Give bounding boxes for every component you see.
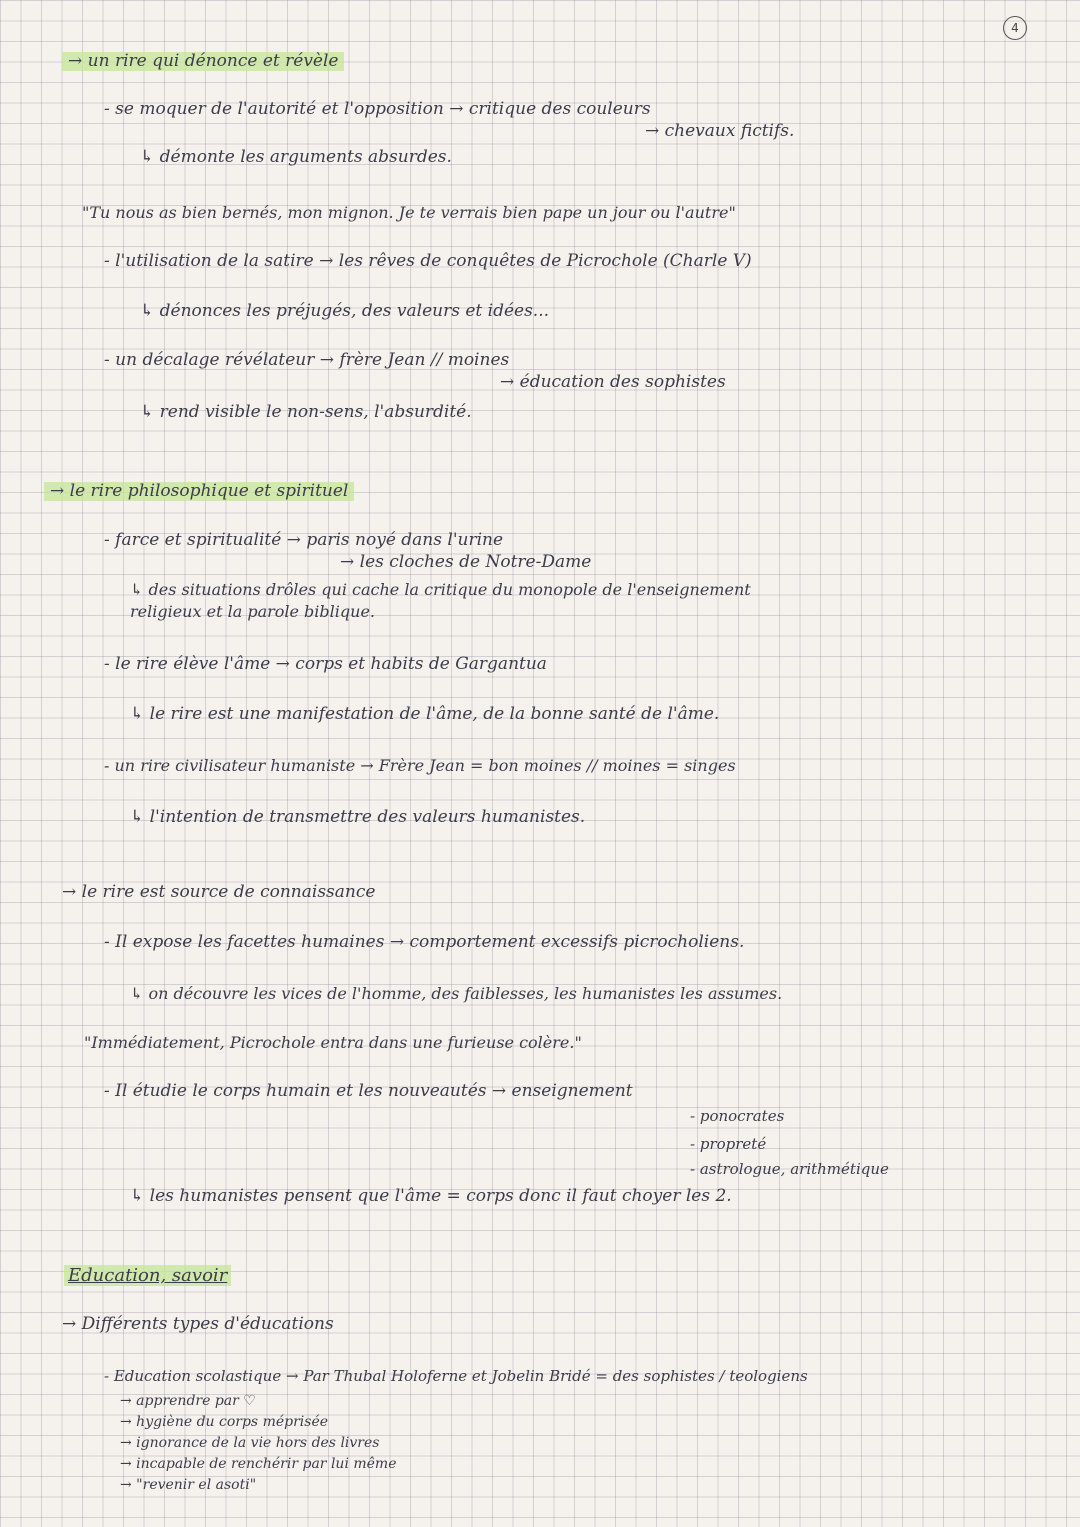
- note-line: ↳ l'intention de transmettre des valeurs humanistes.: [130, 807, 586, 827]
- note-line: ↳ rend visible le non-sens, l'absurdité.: [140, 402, 472, 422]
- note-line: → incapable de renchérir par lui même: [120, 1456, 397, 1472]
- quote-line: "Tu nous as bien bernés, mon mignon. Je te verrais bien pape un jour ou l'autre": [82, 203, 736, 222]
- heading-rire-connaissance: → le rire est source de connaissance: [62, 882, 376, 902]
- note-line: - l'utilisation de la satire → les rêves de conquêtes de Picrochole (Charle V): [104, 251, 752, 271]
- section-title-education: Education, savoir: [64, 1265, 231, 1286]
- note-line: → hygiène du corps méprisée: [120, 1414, 329, 1430]
- note-line: - un décalage révélateur → frère Jean // moines: [104, 350, 510, 370]
- note-line: - un rire civilisateur humaniste → Frère Jean = bon moines // moines = singes: [104, 756, 736, 775]
- note-line: → "revenir el asoti": [120, 1477, 257, 1493]
- note-line: - farce et spiritualité → paris noyé dans l'urine: [104, 530, 504, 550]
- note-line: ↳ les humanistes pensent que l'âme = corps donc il faut choyer les 2.: [130, 1186, 732, 1206]
- heading-types-education: → Différents types d'éducations: [62, 1314, 334, 1334]
- note-line: - le rire élève l'âme → corps et habits de Gargantua: [104, 654, 547, 674]
- note-line: - ponocrates: [690, 1107, 785, 1125]
- note-line: - propreté: [690, 1135, 767, 1153]
- note-line: ↳ le rire est une manifestation de l'âme, de la bonne santé de l'âme.: [130, 704, 720, 724]
- note-line: - astrologue, arithmétique: [690, 1160, 889, 1178]
- note-line: ↳ démonte les arguments absurdes.: [140, 147, 452, 167]
- note-line: ↳ on découvre les vices de l'homme, des faiblesses, les humanistes les assumes.: [130, 984, 783, 1003]
- note-line: - Education scolastique → Par Thubal Holoferne et Jobelin Bridé = des sophistes / teologiens: [104, 1367, 808, 1385]
- note-line: → les cloches de Notre-Dame: [340, 552, 592, 572]
- note-line: → éducation des sophistes: [500, 372, 726, 392]
- note-line: ↳ des situations drôles qui cache la critique du monopole de l'enseignement: [130, 580, 751, 599]
- note-line: ↳ dénonces les préjugés, des valeurs et idées...: [140, 301, 550, 321]
- heading-rire-philosophique: → le rire philosophique et spirituel: [44, 482, 354, 501]
- note-line: → apprendre par ♡: [120, 1393, 256, 1409]
- note-line: - Il expose les facettes humaines → comportement excessifs picrocholiens.: [104, 932, 745, 952]
- note-line: - Il étudie le corps humain et les nouveautés → enseignement: [104, 1081, 633, 1101]
- heading-rire-denonce: → un rire qui dénonce et révèle: [62, 52, 344, 71]
- page-number: 4: [1003, 16, 1027, 40]
- note-line: religieux et la parole biblique.: [130, 602, 375, 621]
- note-line: → chevaux fictifs.: [645, 121, 795, 141]
- quote-line: "Immédiatement, Picrochole entra dans une furieuse colère.": [84, 1033, 582, 1052]
- note-line: - se moquer de l'autorité et l'opposition → critique des couleurs: [104, 99, 651, 119]
- note-line: → ignorance de la vie hors des livres: [120, 1435, 380, 1451]
